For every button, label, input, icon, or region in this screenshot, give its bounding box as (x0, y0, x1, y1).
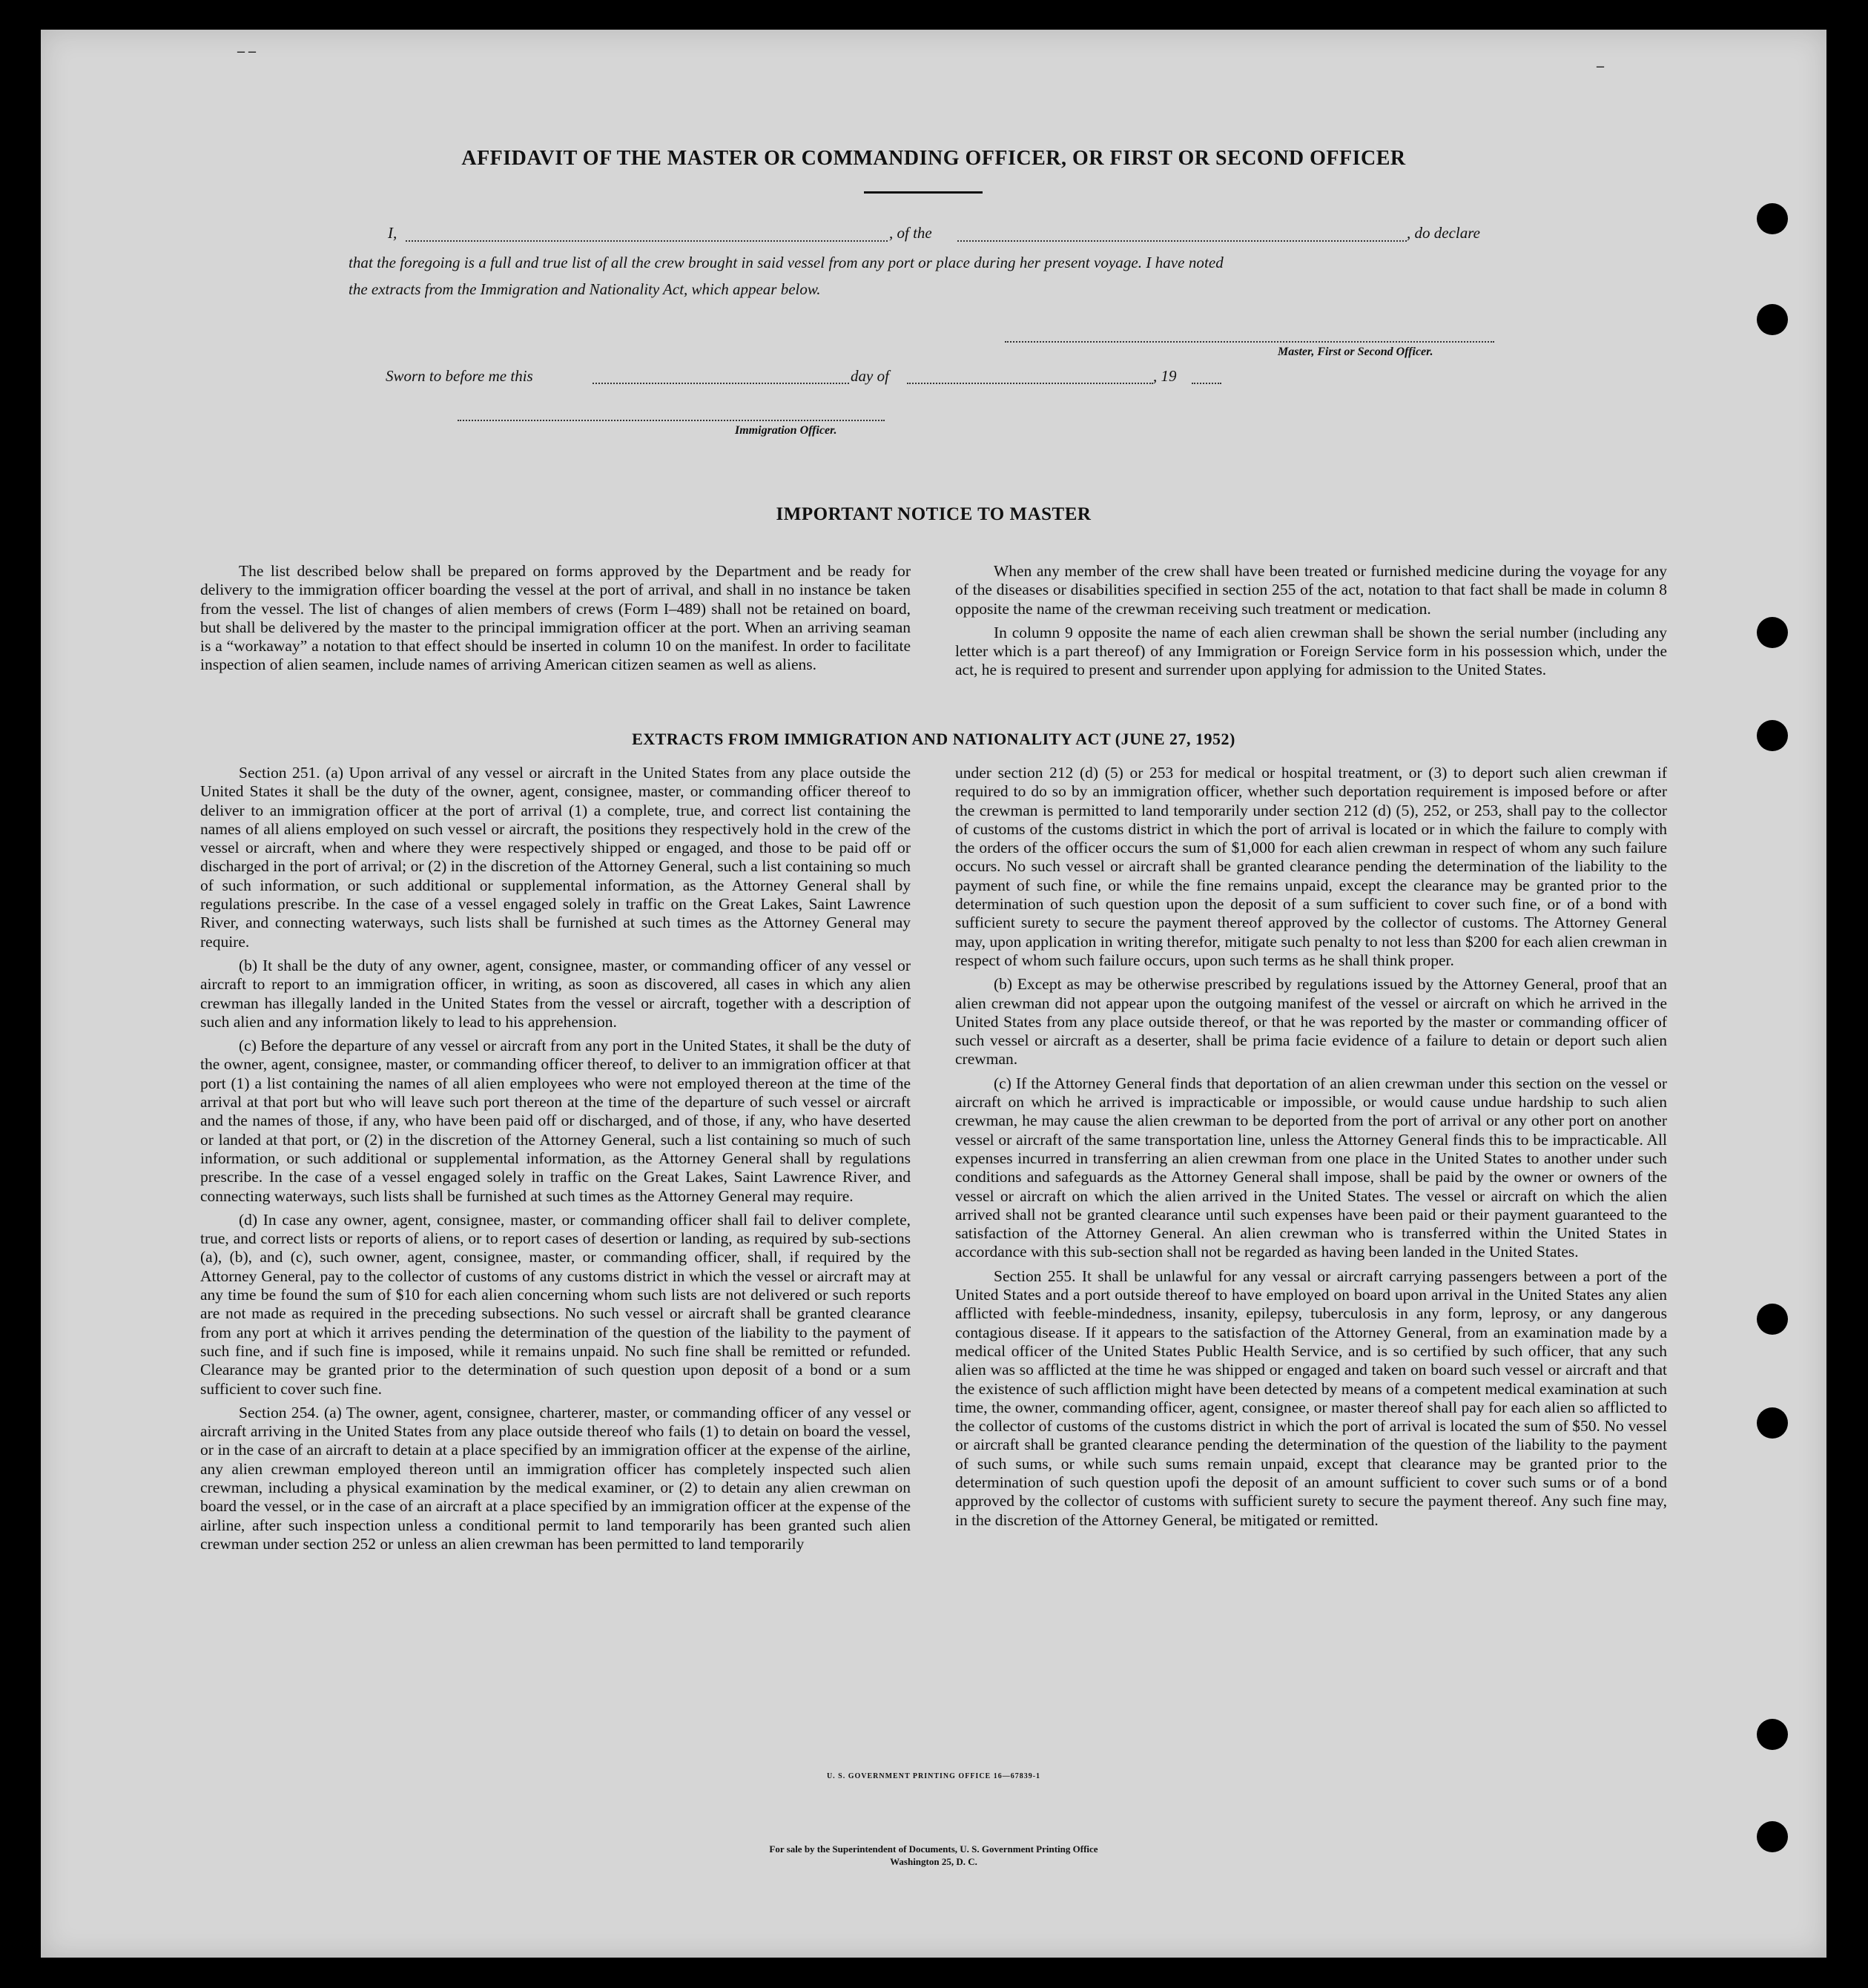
sale-notice-line1: For sale by the Superintendent of Documents, U. S. Government Printing Office (769, 1843, 1098, 1855)
affidavit-line1-prefix: I, (388, 224, 397, 242)
binder-hole (1757, 617, 1788, 648)
master-signature-line[interactable] (1005, 341, 1494, 343)
sworn-prefix: Sworn to before me this (386, 367, 533, 385)
affidavit-title: AFFIDAVIT OF THE MASTER OR COMMANDING OFFICER, OR FIRST OR SECOND OFFICER (461, 147, 1406, 170)
binder-hole (1757, 203, 1788, 234)
notice-right-paragraph: When any member of the crew shall have been treated or furnished medicine during the voyage for any of the diseases or disabilities specified in section 255 of the act, notation to that fact shall be made in column 8 opposite the name of the crewman receiving such treatment or medication. (955, 562, 1667, 618)
extract-section-254b: (b) Except as may be otherwise prescribed by regulations issued by the Attorney General, proof that an alien crewman did not appear upon the outgoing manifest of the vessel or aircraft on which he arrived in the United States from any place outside thereof, or that he was reported by the master or commanding officer of such vessel or aircraft as a deserter, shall be prima facie evidence of a failure to detain or deport such alien crewman. (955, 975, 1667, 1069)
sworn-month-field[interactable] (907, 383, 1153, 384)
extract-section-254a: Section 254. (a) The owner, agent, consignee, charterer, master, or commanding officer of any vessel or aircraft arriving in the United States from any place outside thereof who fails (1) to detain on board the vessel, or in the case of an aircraft to detain at a place specified by an immigration officer at the expense of the airline, any alien crewman employed thereon until an immigration officer has completely inspected such alien crewman, including a physical examination by the medical examiner, or (2) to detain any alien crewman on board the vessel, or in the case of an aircraft at a place specified by an immigration officer at the expense of the airline, after such inspection unless a conditional permit to land temporarily has been granted such alien crewman under section 252 or unless an alien crewman has been permitted to land temporarily (200, 1403, 911, 1553)
form-page (41, 30, 1826, 1958)
extract-section-251a: Section 251. (a) Upon arrival of any vessel or aircraft in the United States from any place outside the United States it shall be the duty of the owner, agent, consignee, master, or commanding officer thereof to deliver to an immigration officer at the port of arrival (1) a complete, true, and correct list containing the names of all aliens employed on such vessel or aircraft, the positions they respectively hold in the crew of the vessel or aircraft, when and where they were respectively shipped or engaged, and those to be paid off or discharged in the port of arrival; or (2) in the discretion of the Attorney General, such a list containing so much of such information, or such additional or supplemental information, as the Attorney General shall by regulations prescribe. In the case of a vessel engaged solely in traffic on the Great Lakes, Saint Lawrence River, and connecting waterways, such lists shall be furnished at such times as the Attorney General may require. (200, 764, 911, 951)
affidavit-line1-mid: , of the (889, 224, 932, 242)
affidavit-line3: the extracts from the Immigration and Nationality Act, which appear below. (349, 280, 821, 298)
affidavit-line1-suffix: , do declare (1407, 224, 1480, 242)
binder-hole (1757, 1719, 1788, 1750)
binder-hole (1757, 304, 1788, 335)
binder-hole (1757, 1304, 1788, 1335)
extract-section-254a-continued: under section 212 (d) (5) or 253 for medical or hospital treatment, or (3) to deport such alien crewman if required to do so by an immigration officer, whether such deportation requirement is imposed before or after the crewman is permitted to land temporarily under section 212 (d) (5), 252, or 253, shall pay to the collector of customs of the customs district in which the port of arrival is located or in which the failure to comply with the orders of the officer occurs the sum of $1,000 for each alien crewman in respect of whom any such failure occurs. No such vessel or aircraft shall be granted clearance pending the determination of the liability to the payment of such fine, or while the fine remains unpaid, except the clearance may be granted prior to the determination of such question upon the deposit of a sum sufficient to cover such fine, or of a bond with sufficient surety to secure the payment thereof approved by the collector of customs. The Attorney General may, upon application in writing therefor, mitigate such penalty to not less than $200 for each alien crewman in respect of whom such failure occurs, upon such terms as he shall think proper. (955, 764, 1667, 969)
vessel-name-field[interactable] (957, 240, 1407, 242)
declarant-name-field[interactable] (406, 240, 888, 242)
printer-imprint: U. S. GOVERNMENT PRINTING OFFICE 16—67839-1 (826, 1772, 1041, 1780)
sworn-day-of: day of (851, 367, 889, 385)
sworn-year-field[interactable] (1192, 383, 1221, 384)
extract-section-255: Section 255. It shall be unlawful for any vessal or aircraft carrying passengers between a port of the United States and a port outside thereof to have employed on board upon arrival in the United States any alien afflicted with feeble-mindedness, insanity, epilepsy, tuberculosis in any form, leprosy, or any dangerous contagious disease. If it appears to the satisfaction of the Attorney General, from an examination made by a medical officer of the United States Public Health Service, and is so certified by such officer, that any such alien was so afflicted at the time he was shipped or engaged and taken on board such vessel or aircraft and that the existence of such affliction might have been detected by means of a competent medical examination at such time, the owner, commanding officer, agent, consignee, or master thereof shall pay for each alien so afflicted to the collector of customs of the customs district in which the port of arrival is located the sum of $50. No vessel or aircraft shall be granted clearance pending the determination of the question of the liability to the payment of such sums, or while such sums remain unpaid, except that clearance may be granted prior to the determination of such question upofi the deposit of an amount sufficient to cover such sums or of a bond approved by the collector of customs with sufficient surety to secure the payment thereof. Any such fine may, in the discretion of the Attorney General, be mitigated or remitted. (955, 1267, 1667, 1529)
extract-section-251c: (c) Before the departure of any vessel or aircraft from any port in the United States, it shall be the duty of the owner, agent, consignee, master, or commanding officer thereof, to deliver to an immigration officer at that port (1) a list containing the names of all alien employees who were not employed thereon at the time of the arrival at that port but who will leave such port thereon at the time of the departure of such vessel or aircraft and the names of those, if any, who have been paid off or discharged, and of those, if any, who have deserted or landed at that port, or (2) in the discretion of the Attorney General, such a list containing so much of such information, or such additional or supplemental information, as the Attorney General shall by regulations prescribe. In the case of a vessel engaged solely in traffic on the Great Lakes, Saint Lawrence River, and connecting waterways, such lists shall be furnished at such times as the Attorney General may require. (200, 1037, 911, 1205)
master-signature-label: Master, First or Second Officer. (1278, 346, 1433, 358)
extract-section-251d: (d) In case any owner, agent, consignee, master, or commanding officer shall fail to deliver complete, true, and correct lists or reports of aliens, or to report cases of desertion or landing, as required by sub-sections (a), (b), and (c), such owner, agent, consignee, master, or commanding officer, shall, if required by the Attorney General, pay to the collector of customs of any customs district in which the vessel or aircraft may at any time be found the sum of $10 for each alien concerning whom such lists are not delivered or such reports are not made as required in the preceding subsections. No such vessel or aircraft shall be granted clearance from any port at which it arrives pending the determination of the question of the liability to the payment of such fine, and if such fine is imposed, while it remains unpaid. No such fine shall be remitted or refunded. Clearance may be granted prior to the determination of such question upon deposit of a bond or a sum sufficient to cover such fine. (200, 1210, 911, 1398)
notice-left-paragraph: The list described below shall be prepared on forms approved by the Department and be ready for delivery to the immigration officer boarding the vessel at the port of arrival, and shall in no instance be taken from the vessel. The list of changes of alien members of crews (Form I–489) shall not be retained on board, but shall be delivered by the master to the principal immigration officer at the port. When an arriving seaman is a “workaway” a notation to that effect should be inserted in column 10 on the manifest. In order to facilitate inspection of alien seamen, include names of arriving American citizen seamen as well as aliens. (200, 562, 911, 674)
extract-section-254c: (c) If the Attorney General finds that deportation of an alien crewman under this section on the vessel or aircraft on which he arrived is impracticable or impossible, or would cause undue hardship to such alien crewman, he may cause the alien crewman to be deported from the port of arrival or any other port on another vessel or aircraft of the same transportation line, unless the Attorney General finds this to be impracticable. All expenses incurred in transferring an alien crewman from one place in the United States to another under such conditions and safeguards as the Attorney General shall impose, shall be paid by the owner or owners of the vessel or aircraft on which the alien arrived in the United States. The vessel or aircraft on which the alien arrived shall not be granted clearance until such expenses have been paid or their payment guaranteed to the satisfaction of the Attorney General. An alien crewman who is transferred within the United States in accordance with this sub-section shall not be regarded as having been landed in the United States. (955, 1074, 1667, 1261)
affidavit-line2: that the foregoing is a full and true list of all the crew brought in said vessel from any port or place during her present voyage. I have noted (349, 254, 1224, 271)
immigration-officer-signature-line[interactable] (458, 420, 885, 421)
extracts-title: EXTRACTS FROM IMMIGRATION AND NATIONALITY ACT (JUNE 27, 1952) (632, 730, 1235, 748)
extract-section-251b: (b) It shall be the duty of any owner, agent, consignee, master, or commanding officer of any vessel or aircraft to report to an immigration officer, in writing, as soon as discovered, all cases in which any alien crewman has illegally landed in the United States from the vessel or aircraft, together with a description of such alien and any information likely to lead to his apprehension. (200, 956, 911, 1031)
notice-left-column (200, 562, 911, 680)
extracts-left-column (200, 764, 911, 1559)
extracts-right-column (955, 764, 1667, 1535)
title-underline (864, 191, 983, 194)
notice-right-column (955, 562, 1667, 685)
notice-title: IMPORTANT NOTICE TO MASTER (776, 504, 1092, 524)
notice-right-paragraph: In column 9 opposite the name of each alien crewman shall be shown the serial number (including any letter which is a part thereof) of any Immigration or Foreign Service form in his possession which, under the act, he is required to present and surrender upon applying for admission to the United States. (955, 623, 1667, 679)
corner-mark-left: – – (237, 43, 256, 59)
corner-mark-right: – (1597, 58, 1604, 74)
immigration-officer-label: Immigration Officer. (735, 424, 837, 437)
sworn-date-field[interactable] (593, 383, 849, 384)
binder-hole (1757, 1407, 1788, 1439)
sale-notice-line2: Washington 25, D. C. (890, 1856, 977, 1867)
sworn-year-prefix: , 19 (1153, 367, 1177, 385)
